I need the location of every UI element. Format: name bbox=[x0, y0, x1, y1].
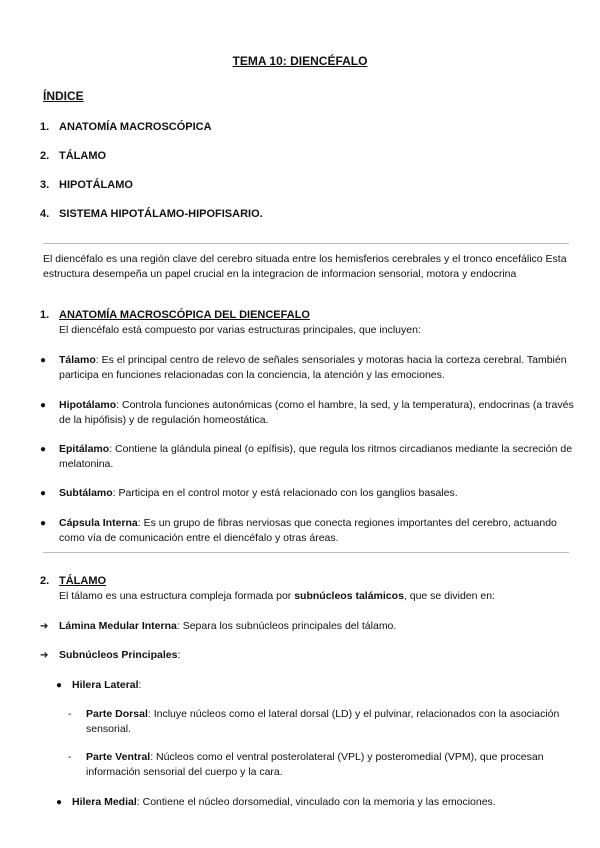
list-item bbox=[40, 398, 574, 428]
section-title: ANATOMÍA MACROSCÓPICA DEL DIENCEFALO bbox=[59, 309, 310, 321]
bullet-icon: ● bbox=[40, 488, 47, 499]
item-term: Hilera Medial bbox=[72, 796, 137, 808]
lead-bold: subnúcleos talámicos bbox=[294, 590, 404, 602]
lead-text: El tálamo es una estructura compleja formada por bbox=[59, 590, 295, 602]
arrow-item bbox=[40, 648, 574, 663]
toc-item bbox=[40, 208, 263, 220]
item-text: : bbox=[138, 679, 142, 691]
section-title: TÁLAMO bbox=[59, 575, 107, 587]
list-item bbox=[56, 678, 572, 693]
list-item bbox=[40, 442, 574, 472]
bullet-icon: ● bbox=[56, 680, 63, 691]
item-text: : Núcleos como el ventral posterolateral (VPL) y posteromedial (VPM), que procesan información sensorial del cuerpo y la cara. bbox=[86, 751, 544, 778]
page-title: TEMA 10: DIENCÉFALO bbox=[232, 54, 368, 68]
item-term: Lámina Medular Interna bbox=[59, 620, 177, 632]
intro-paragraph: El diencéfalo es una región clave del cerebro situada entre los hemisferios cerebrales y el tronco encefálico Esta estructura desempeña un papel crucial en la integracion de informacion sensorial, motora y endocrina bbox=[43, 253, 567, 280]
bullet-icon: ● bbox=[40, 518, 47, 529]
item-term: Parte Dorsal bbox=[86, 708, 148, 720]
toc-label: ANATOMÍA MACROSCÓPICA bbox=[59, 121, 212, 133]
section-lead bbox=[59, 589, 569, 604]
item-text: : Controla funciones autonómicas (como el hambre, la sed, y la temperatura), endocrinas (a través de la hipófisis) y de regulación homeostática. bbox=[59, 399, 574, 426]
section-number: 1. bbox=[40, 309, 50, 321]
section-lead: El diencéfalo está compuesto por varias estructuras principales, que incluyen: bbox=[59, 324, 421, 336]
bullet-icon: ● bbox=[40, 444, 47, 455]
index-heading: ÍNDICE bbox=[43, 89, 84, 103]
item-text: : bbox=[177, 649, 181, 661]
toc-item bbox=[40, 179, 133, 191]
item-term: Parte Ventral bbox=[86, 751, 151, 763]
arrow-item bbox=[40, 619, 574, 634]
toc-number: 1. bbox=[40, 121, 50, 133]
toc-number: 4. bbox=[40, 208, 50, 220]
dash-item bbox=[68, 707, 576, 737]
item-term: Subtálamo bbox=[59, 487, 113, 499]
toc-label: HIPOTÁLAMO bbox=[59, 179, 133, 191]
section-number: 2. bbox=[40, 575, 50, 587]
list-item bbox=[40, 353, 574, 383]
item-text: : Es un grupo de fibras nerviosas que conecta regiones importantes del cerebro, actuando como vía de comunicación entre el diencéfalo y otras áreas. bbox=[59, 517, 557, 544]
arrow-icon: ➔ bbox=[40, 650, 49, 661]
item-term: Hilera Lateral bbox=[72, 679, 139, 691]
item-term: Cápsula Interna bbox=[59, 517, 138, 529]
toc-number: 3. bbox=[40, 179, 50, 191]
item-text: : Participa en el control motor y está relacionado con los ganglios basales. bbox=[112, 487, 458, 499]
item-term: Epitálamo bbox=[59, 443, 110, 455]
bullet-icon: ● bbox=[40, 400, 47, 411]
item-text: : Contiene la glándula pineal (o epífisis), que regula los ritmos circadianos mediante la secreción de melatonina. bbox=[59, 443, 573, 470]
lead-text: , que se dividen en: bbox=[403, 590, 495, 602]
item-text: : Es el principal centro de relevo de señales sensoriales y motoras hacia la corteza cerebral. También participa en funciones relacionadas con la conciencia, la atención y las emociones. bbox=[59, 354, 567, 381]
toc-item bbox=[40, 121, 212, 133]
dash-item bbox=[68, 750, 576, 780]
list-item bbox=[40, 486, 574, 501]
item-text: : Separa los subnúcleos principales del tálamo. bbox=[176, 620, 397, 632]
divider bbox=[43, 552, 569, 553]
section-heading bbox=[40, 309, 310, 321]
item-term: Hipotálamo bbox=[59, 399, 117, 411]
list-item bbox=[40, 516, 574, 546]
dash-icon: - bbox=[68, 752, 72, 763]
toc-label: TÁLAMO bbox=[59, 150, 107, 162]
toc-item bbox=[40, 150, 106, 162]
item-term: Subnúcleos Principales bbox=[59, 649, 178, 661]
bullet-icon: ● bbox=[56, 797, 63, 808]
item-text: : Incluye núcleos como el lateral dorsal (LD) y el pulvinar, relacionados con la asociación sensorial. bbox=[86, 708, 560, 735]
toc-number: 2. bbox=[40, 150, 50, 162]
item-term: Tálamo bbox=[59, 354, 96, 366]
divider bbox=[43, 243, 569, 244]
dash-icon: - bbox=[68, 709, 72, 720]
list-item bbox=[56, 795, 572, 810]
item-text: : Contiene el núcleo dorsomedial, vinculado con la memoria y las emociones. bbox=[136, 796, 496, 808]
bullet-icon: ● bbox=[40, 355, 47, 366]
toc-label: SISTEMA HIPOTÁLAMO-HIPOFISARIO. bbox=[59, 208, 263, 220]
section-heading bbox=[40, 575, 106, 587]
arrow-icon: ➔ bbox=[40, 621, 49, 632]
